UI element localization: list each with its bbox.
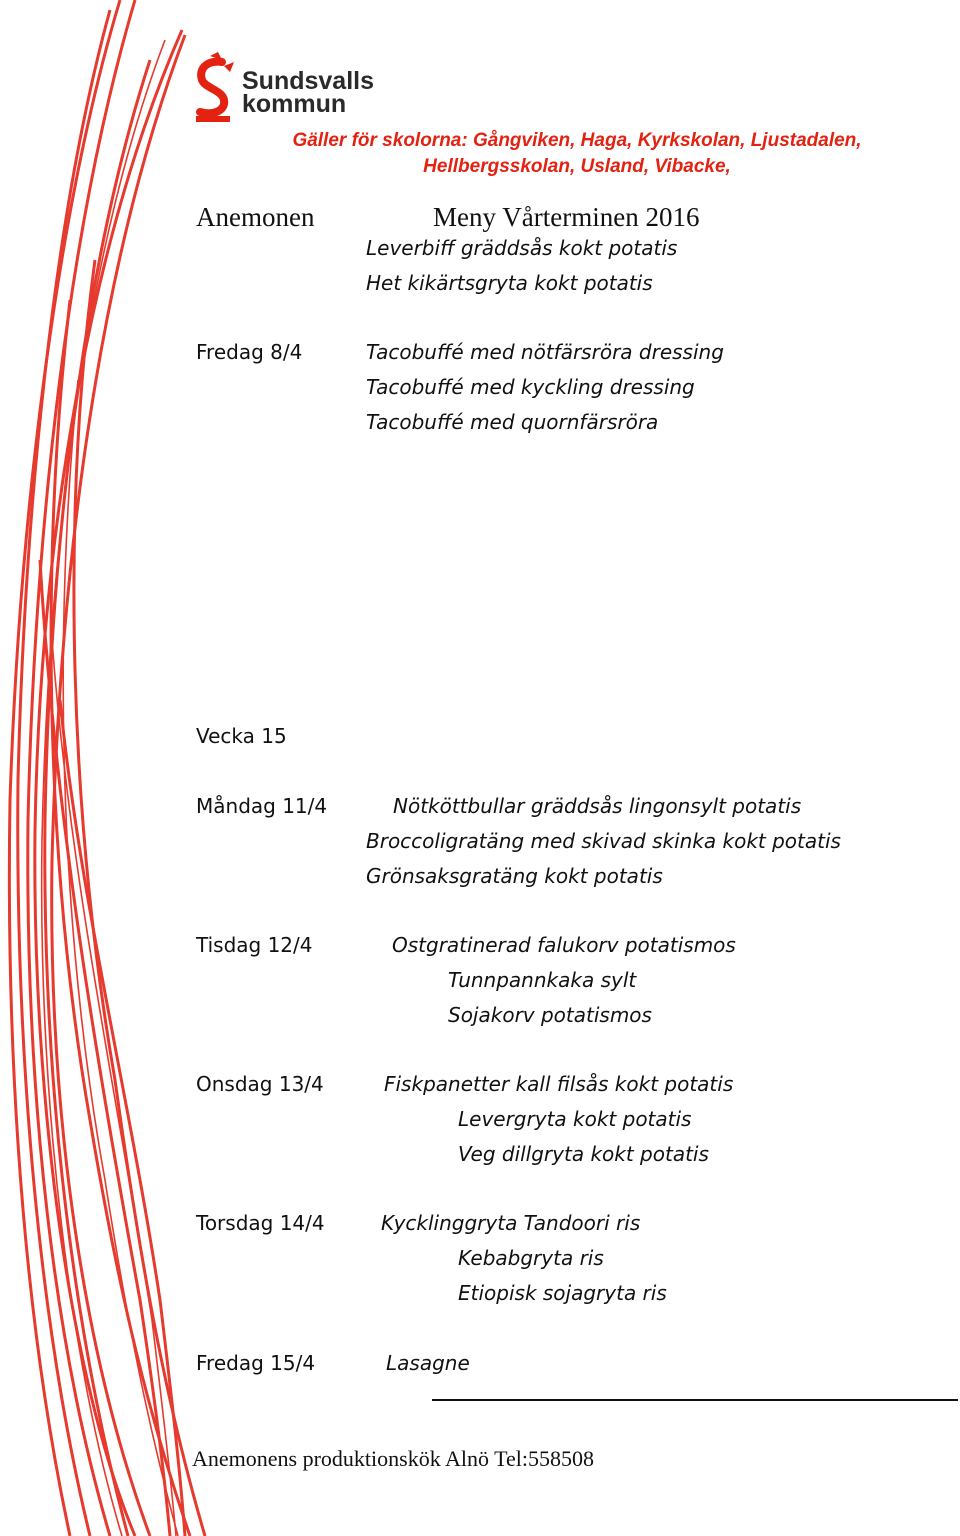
schools-line-1: Gäller för skolorna: Gångviken, Haga, Kyrkskolan, Ljustadalen, (292, 130, 862, 151)
week-label: Vecka 15 (196, 724, 287, 748)
schools-notice (200, 128, 954, 180)
day-label: Tisdag 12/4 (196, 933, 313, 957)
dish: Ostgratinerad falukorv potatismos (392, 933, 736, 957)
dish: Lasagne (386, 1351, 470, 1375)
dish: Het kikärtsgryta kokt potatis (366, 271, 653, 295)
dish: Tacobuffé med nötfärsröra dressing (366, 340, 724, 364)
dish: Nötköttbullar gräddsås lingonsylt potatis (393, 794, 802, 818)
dish: Tunnpannkaka sylt (448, 968, 637, 992)
logo-wordmark (242, 67, 374, 118)
footer-contact: Anemonens produktionskök Alnö Tel:558508 (192, 1446, 594, 1471)
dish: Etiopisk sojagryta ris (458, 1281, 667, 1305)
day-label: Fredag 15/4 (196, 1351, 316, 1375)
logo-line-1: Sundsvalls (242, 67, 374, 95)
day-label: Onsdag 13/4 (196, 1072, 324, 1096)
schools-line-2: Hellbergsskolan, Usland, Vibacke, (423, 156, 731, 177)
dish: Kebabgryta ris (458, 1246, 604, 1270)
dish: Grönsaksgratäng kokt potatis (366, 864, 663, 888)
day-label: Torsdag 14/4 (196, 1211, 325, 1235)
dish: Tacobuffé med quornfärsröra (366, 410, 659, 434)
footer-divider (432, 1399, 958, 1401)
dish: Leverbiff gräddsås kokt potatis (366, 236, 678, 260)
dish: Tacobuffé med kyckling dressing (366, 375, 695, 399)
day-label: Måndag 11/4 (196, 794, 328, 818)
dish: Fiskpanetter kall filsås kokt potatis (384, 1072, 734, 1096)
day-label: Fredag 8/4 (196, 340, 303, 364)
dish: Levergryta kokt potatis (458, 1107, 692, 1131)
dragon-s-icon (192, 52, 238, 124)
dish: Veg dillgryta kokt potatis (458, 1142, 709, 1166)
kitchen-name: Anemonen (196, 202, 315, 232)
dish: Kycklinggryta Tandoori ris (381, 1211, 641, 1235)
logo-line-2: kommun (242, 90, 347, 118)
sundsvalls-kommun-logo (192, 52, 422, 124)
menu-title: Meny Vårterminen 2016 (433, 202, 700, 232)
dish: Broccoligratäng med skivad skinka kokt potatis (366, 829, 841, 853)
dish: Sojakorv potatismos (448, 1003, 652, 1027)
